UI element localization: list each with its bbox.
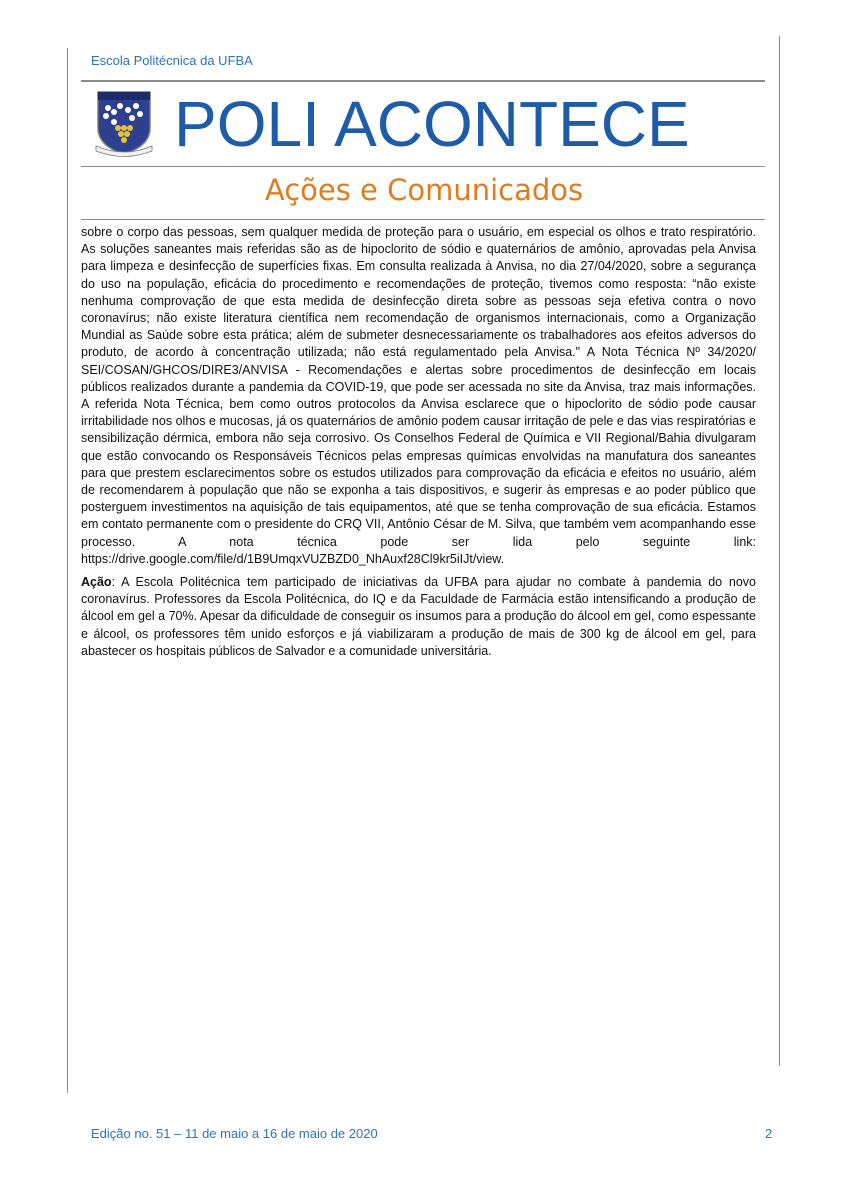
masthead-bottom-rule	[81, 166, 765, 167]
action-text: : A Escola Politécnica tem participado de iniciativas da UFBA para ajudar no combate à pandemia do novo coronavírus. Professores da Escola Politécnica, do IQ e da Faculdade de Farmácia estão intensificando a produção de álcool em gel a 70%. Apesar da dificuldade de conseguir os insumos para a produção do álcool em gel, como espessante e álcool, os professores têm unido esforços e já viabilizaram a produção de mais de 300 kg de álcool em gel, para abastecer os hospitais públicos de Salvador e a comunidade universitária.	[81, 575, 756, 658]
school-name: Escola Politécnica da UFBA	[91, 53, 253, 68]
action-label: Ação	[81, 575, 112, 590]
masthead-title: POLI ACONTECE	[174, 88, 690, 160]
article-paragraph: sobre o corpo das pessoas, sem qualquer medida de proteção para o usuário, em especial os olhos e trato respiratório. As soluções saneantes mais referidas são as de hipoclorito de sódio e quaternários de amônio, aprovadas pela Anvisa para limpeza e desinfecção de superfícies fixas. Em consulta realizada à Anvisa, no dia 27/04/2020, sobre a segurança do uso na população, eficácia do procedimento e recomendações de proteção, tivemos como resposta: “não existe nenhuma comprovação de que esta medida de desinfecção direta sobre as pessoas seja efetiva contra o novo coronavírus; não existe literatura científica nem recomendação de organismos internacionais, como a Organização Mundial as Saúde sobre esta prática; além de submeter desnecessariamente os trabalhadores aos efeitos adversos do produto, de acordo à concentração utilizada; não está regulamentado pela Anvisa." A Nota Técnica Nº 34/2020/ SEI/COSAN/GHCOS/DIRE3/ANVISA - Recomendações e alertas sobre procedimentos de desinfecção em locais públicos realizados durante a pandemia da COVID-19, que pode ser acessada no site da Anvisa, traz mais informações. A referida Nota Técnica, bem como outros protocolos da Anvisa esclarece que o hipoclorito de sódio pode causar irritabilidade nos olhos e mucosas, já os quaternários de amônio podem causar irritação de pele e das vias respiratórias e sensibilização dérmica, embora não seja corrosivo. Os Conselhos Federal de Química e VII Regional/Bahia divulgaram que estão convocando os Responsáveis Técnicos pelas empresas químicas envolvidas na manufatura dos saneantes para que prestem esclarecimentos sobre os estudos utilizados para comprovação da eficácia e efeitos no usuário, além de recomendarem à população que não se exponha a tais dispositivos, e sugerir às empresas e ao poder público que posterguem investimentos na aquisição de tais equipamentos, até que se tenha comprovação de sua eficácia. Estamos em contato permanente com o presidente do CRQ VII, Antônio César de M. Silva, que também vem acompanhando esse processo. A nota técnica pode ser lida pelo seguinte link: https://drive.google.com/file/d/1B9UmqxVUZBZD0_NhAuxf28Cl9kr5iIJt/view.	[81, 225, 756, 566]
action-paragraph	[81, 574, 756, 660]
header-top-rule	[81, 80, 765, 82]
edition-info: Edição no. 51 – 11 de maio a 16 de maio de 2020	[91, 1126, 378, 1141]
section-title: Ações e Comunicados	[264, 173, 584, 207]
section-rule	[81, 219, 765, 220]
ufba-crest-logo	[92, 88, 156, 158]
page-number: 2	[765, 1126, 773, 1141]
article-body	[81, 224, 756, 666]
